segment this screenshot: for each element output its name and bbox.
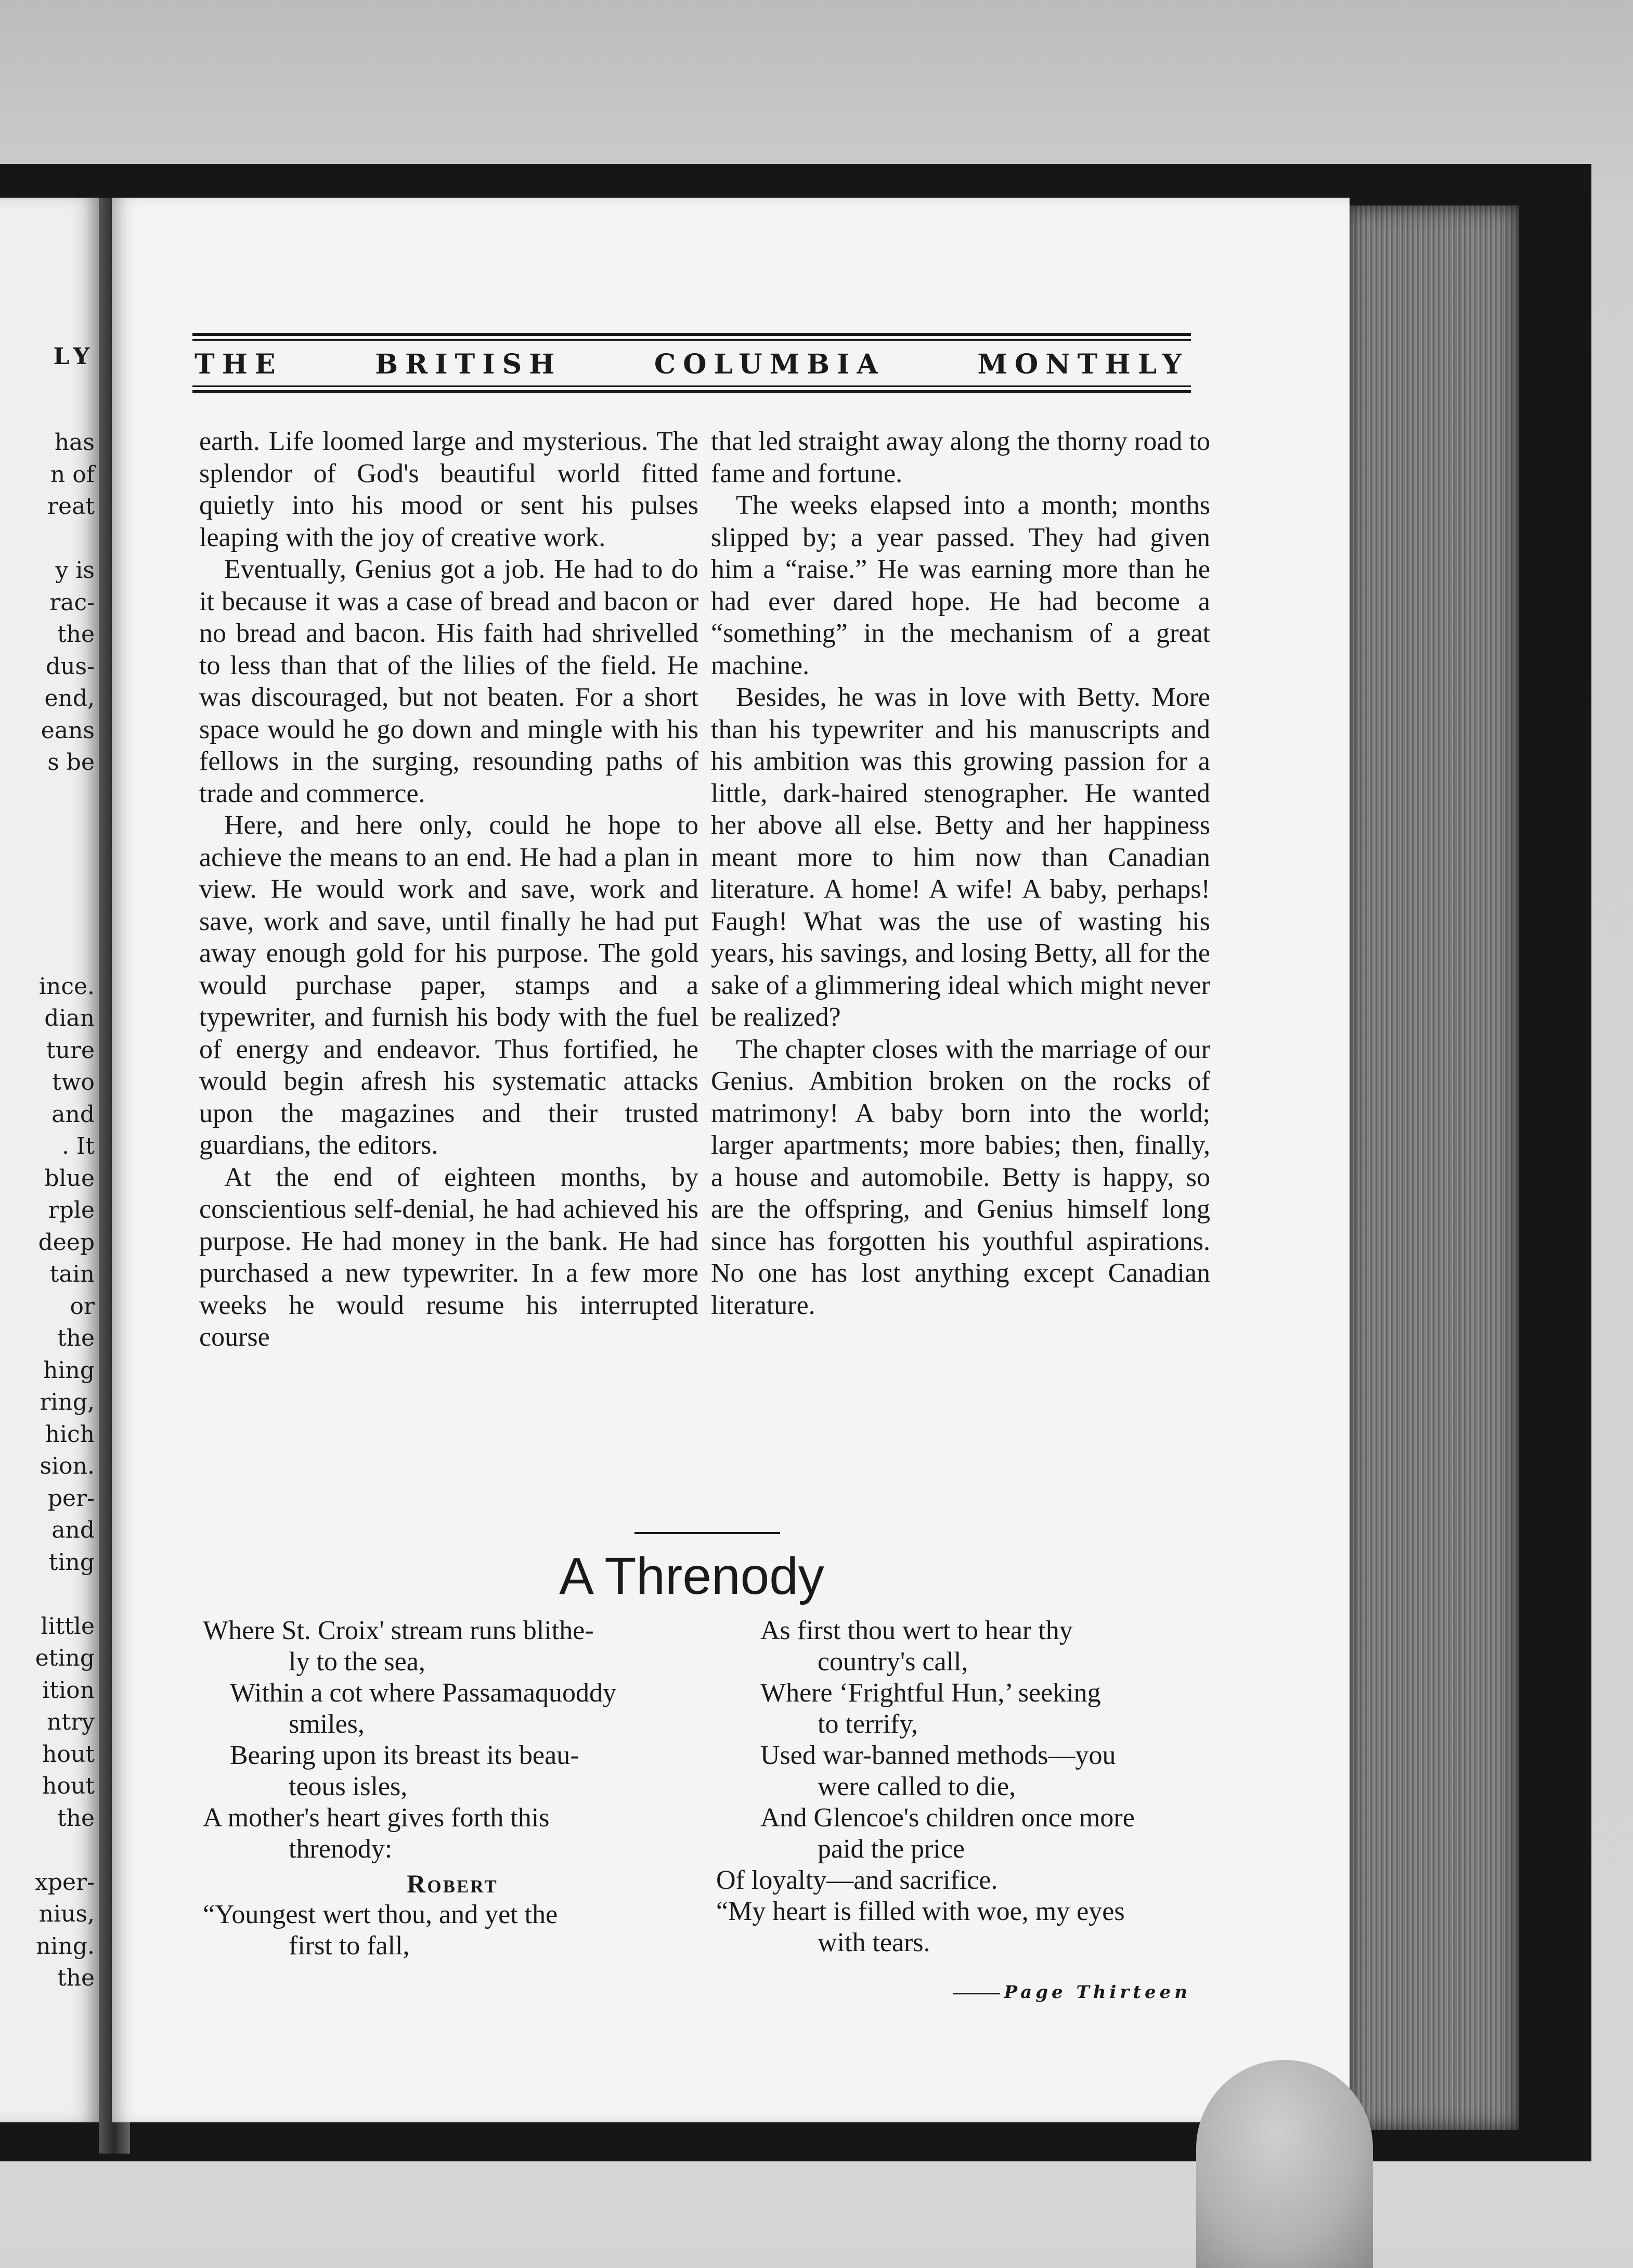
- poem-line: As first thou wert to hear thy: [760, 1616, 1073, 1645]
- facing-page-text-fragment: ture: [46, 1037, 95, 1064]
- masthead-word: BRITISH: [375, 349, 562, 380]
- facing-page-text-fragment: or: [70, 1293, 95, 1320]
- article-paragraph: Eventually, Genius got a job. He had to do it because it was a case of bread and bacon or no bread and bacon. His faith had shrivelled to less than that of the lilies of the field. He was discouraged, but not beaten. For a short space would he go down and mingle with his fellows in the surging, resounding paths of trade and commerce.: [199, 555, 698, 808]
- facing-page-text-fragment: n of: [50, 461, 95, 488]
- poem-stanza: [711, 1615, 1210, 1958]
- facing-page-text-fragment: the: [57, 1805, 95, 1832]
- poem-line: country's call,: [818, 1647, 968, 1677]
- facing-page-text-fragment: the: [57, 1325, 95, 1351]
- masthead-rule-bottom: [192, 390, 1191, 393]
- poem-line: Of loyalty—and sacrifice.: [716, 1865, 998, 1895]
- poem-line: Where St. Croix' stream runs blithe-: [203, 1616, 594, 1645]
- facing-page-text-fragment: eans: [41, 717, 95, 744]
- facing-page-text-fragment: end,: [44, 685, 95, 712]
- article-paragraph: Besides, he was in love with Betty. More than his typewriter and his manuscripts and his ambition was this growing passion for a little, dark-haired stenographer. He wanted her above all else. Betty and her happiness meant more to him now than Canadian literature. A home! A wife! A baby, perhaps! Faugh! What was the use of wasting his years, his savings, and losing Betty, all for the sake of a glimmering ideal which might never be realized?: [711, 682, 1210, 1032]
- facing-page-text-fragment: hich: [45, 1421, 95, 1448]
- poem-line: Within a cot where Passamaquoddy: [230, 1678, 617, 1708]
- facing-page-text-fragment: ring,: [40, 1389, 95, 1415]
- article-paragraph: At the end of eighteen months, by conscientious self-denial, he had achieved his purpose. He had money in the bank. He had purchased a new typewriter. In a few more weeks he would resume his interrupted course: [199, 1162, 698, 1352]
- masthead: [192, 333, 1191, 396]
- poem-line: first to fall,: [289, 1931, 410, 1961]
- facing-page-left: [0, 198, 99, 2122]
- facing-page-text-fragment: the: [57, 1965, 95, 1991]
- facing-page-text-fragment: sion.: [40, 1453, 95, 1479]
- facing-page-text-fragment: hout: [42, 1741, 95, 1768]
- facing-page-text-fragment: ince.: [38, 973, 95, 1000]
- facing-page-text-fragment: hout: [42, 1773, 95, 1799]
- facing-page-text-fragment: rple: [48, 1197, 95, 1223]
- facing-page-text-fragment: blue: [44, 1165, 95, 1192]
- facing-page-text-fragment: LY: [53, 343, 95, 370]
- article-column-left: [199, 426, 698, 1354]
- masthead-word: MONTHLY: [977, 349, 1189, 380]
- facing-page-text-fragment: rac-: [49, 589, 95, 616]
- masthead-rule-top-thin: [192, 339, 1191, 341]
- facing-page-text-fragment: per-: [47, 1485, 95, 1512]
- footer-dash: [953, 1993, 1000, 1994]
- facing-page-text-fragment: dus-: [46, 653, 95, 680]
- facing-page-text-fragment: ning.: [36, 1932, 95, 1960]
- poem-line: paid the price: [818, 1834, 965, 1864]
- facing-page-text-fragment: hing: [43, 1357, 95, 1384]
- poem-line: And Glencoe's children once more: [760, 1803, 1135, 1833]
- facing-page-text-fragment: tain: [49, 1261, 95, 1287]
- poem-line: Where ‘Frightful Hun,’ seeking: [760, 1678, 1101, 1708]
- masthead-title: [192, 344, 1191, 385]
- poem-line: were called to die,: [818, 1772, 1016, 1801]
- poem-column-left: [203, 1615, 702, 1962]
- facing-page-text-fragment: reat: [47, 493, 95, 520]
- facing-page-text-fragment: eting: [35, 1645, 95, 1671]
- poem-line: to terrify,: [818, 1709, 918, 1739]
- facing-page-text-fragment: dian: [44, 1005, 95, 1032]
- facing-page-text-fragment: y is: [55, 557, 95, 584]
- facing-page-text-fragment: and: [51, 1101, 95, 1128]
- section-divider: [634, 1532, 780, 1534]
- article-paragraph: The chapter closes with the marriage of our Genius. Ambition broken on the rocks of matrimony! A baby born into the world; larger apartments; more babies; then, finally, a house and automobile. Betty is happy, so are the offspring, and Genius himself long since has forgotten his youthful aspirations. No one has lost anything except Canadian literature.: [711, 1034, 1210, 1320]
- article-paragraph: earth. Life loomed large and mysterious. The splendor of God's beautiful world fitted quietly into his mood or sent his pulses leaping with the joy of creative work.: [199, 427, 698, 552]
- facing-page-text-fragment: has: [54, 429, 95, 456]
- facing-page-text-fragment: two: [52, 1069, 95, 1096]
- masthead-rule-bottom-thin: [192, 385, 1191, 387]
- facing-page-text-fragment: ting: [48, 1549, 95, 1576]
- masthead-word: THE: [195, 349, 283, 380]
- facing-page-text-fragment: . It: [61, 1133, 95, 1159]
- facing-page-text-fragment: the: [57, 621, 95, 648]
- article-paragraph: that led straight away along the thorny road to fame and fortune.: [711, 427, 1210, 488]
- page-number-label: Page Thirteen: [1004, 1982, 1191, 2003]
- poem-line: ly to the sea,: [289, 1647, 425, 1677]
- poem-column-right: [711, 1615, 1210, 1958]
- facing-page-text-fragment: deep: [38, 1229, 95, 1256]
- article-column-right: [711, 426, 1210, 1321]
- facing-page-text-fragment: ition: [42, 1677, 95, 1704]
- poem-stanza: [203, 1615, 702, 1865]
- poem-stanza: [203, 1899, 702, 1962]
- poem-line: with tears.: [818, 1928, 930, 1957]
- article-paragraph: Here, and here only, could he hope to achieve the means to an end. He had a plan in view. He would work and save, work and save, work and save, until finally he had put away enough gold for his purpose. The gold would purchase paper, stamps and a typewriter, and furnish his body with the fuel of energy and endeavor. Thus fortified, he would begin afresh his systematic attacks upon the magazines and their trusted guardians, the editors.: [199, 810, 698, 1160]
- poem-line: Bearing upon its breast its beau-: [230, 1741, 579, 1770]
- facing-page-text-fragment: xper-: [35, 1868, 95, 1896]
- poem-line: threnody:: [289, 1834, 393, 1864]
- facing-page-text-fragment: and: [51, 1517, 95, 1543]
- facing-page-text-fragment: nius,: [38, 1901, 95, 1927]
- thumb: [1196, 2060, 1373, 2268]
- page-footer: [941, 1982, 1191, 2003]
- article-paragraph: The weeks elapsed into a month; months slipped by; a year passed. They had given him a “raise.” He was earning more than he had ever dared hope. He had become a “something” in the mechanism of a great machine.: [711, 491, 1210, 680]
- poem-line: Used war-banned methods—you: [760, 1741, 1116, 1770]
- poem-title: A Threnody: [559, 1547, 824, 1605]
- facing-page-text-fragment: s be: [47, 749, 95, 776]
- poem-speaker: Robert: [407, 1869, 498, 1898]
- masthead-rule-top: [192, 333, 1191, 336]
- facing-page-text-fragment: ntry: [47, 1709, 95, 1735]
- masthead-word: COLUMBIA: [654, 349, 885, 380]
- poem-line: A mother's heart gives forth this: [203, 1803, 550, 1833]
- poem-line: “My heart is filled with woe, my eyes: [716, 1897, 1125, 1926]
- poem-line: smiles,: [289, 1709, 365, 1739]
- page-edges: [1347, 205, 1519, 2130]
- facing-page-text-fragment: little: [41, 1613, 95, 1640]
- poem-line: “Youngest wert thou, and yet the: [203, 1900, 558, 1929]
- poem-line: teous isles,: [289, 1772, 408, 1801]
